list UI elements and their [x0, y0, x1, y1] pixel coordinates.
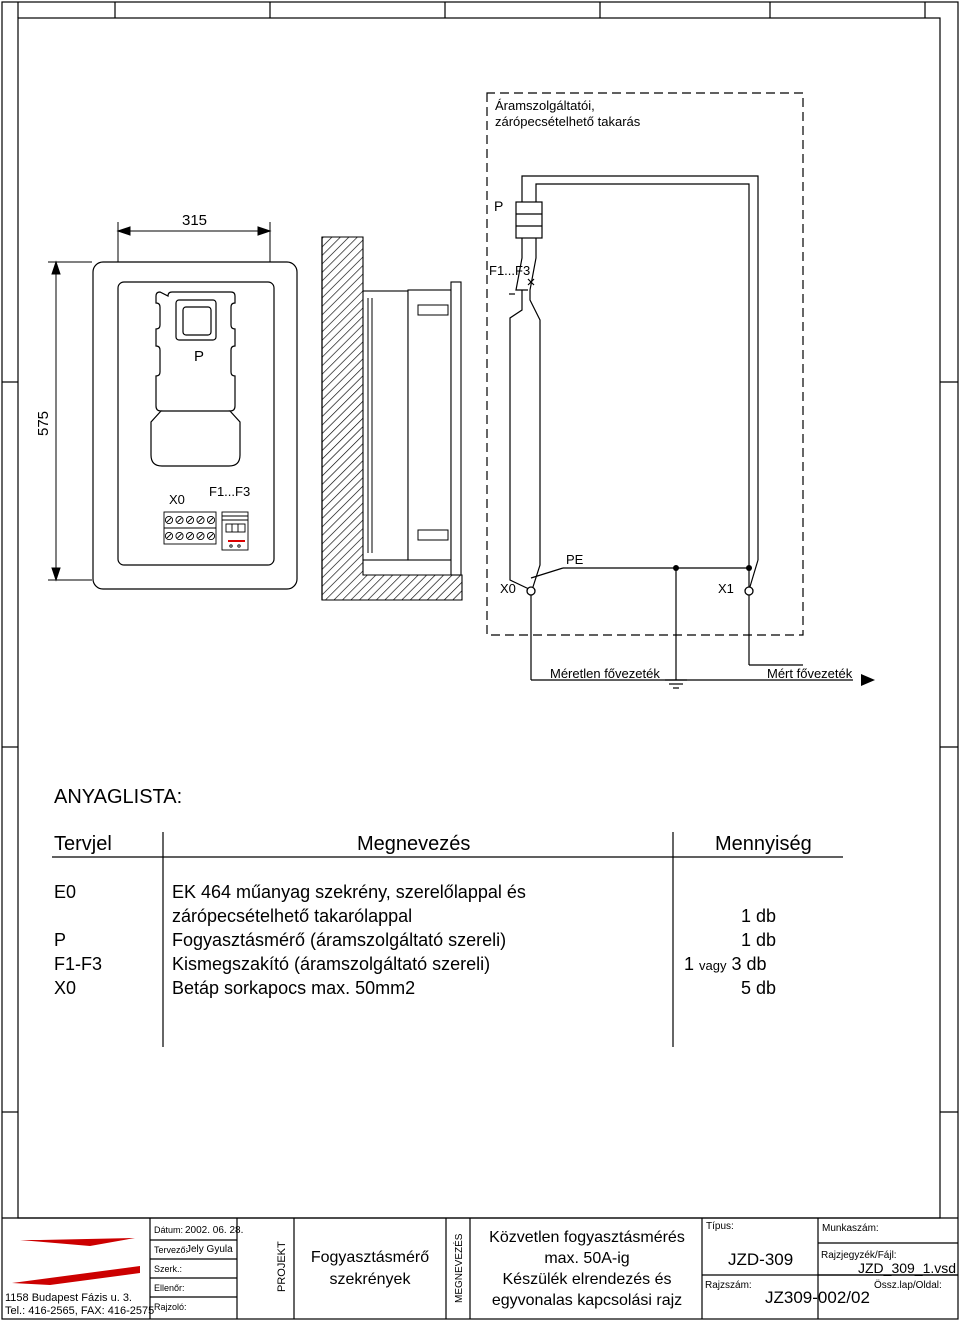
file-label: Rajzjegyzék/Fájl: — [821, 1250, 897, 1261]
terminal-screw-slot — [188, 518, 192, 522]
row-code-5: X0 — [54, 978, 77, 998]
name-line-4: egyvonalas kapcsolási rajz — [491, 1292, 683, 1309]
row-qty-4 — [684, 954, 767, 975]
terminal-screw-slot — [188, 534, 192, 538]
row-code-3: P — [54, 930, 67, 950]
label-x0-schematic: X0 — [500, 581, 516, 596]
terminal-screw-slot — [199, 534, 203, 538]
jet-vill-logo — [0, 1238, 140, 1285]
name-line-1: Közvetlen fogyasztásmérés — [489, 1229, 685, 1246]
sealable-cover-outline — [487, 93, 803, 635]
name-line-3: Készülék elrendezés és — [502, 1271, 672, 1288]
row-name-3: Fogyasztásmérő (áramszolgáltató szereli) — [172, 930, 507, 950]
checker-label: Ellenőr: — [154, 1283, 185, 1293]
terminal-x1-symbol — [745, 587, 753, 595]
name-line-2: max. 50A-ig — [544, 1250, 630, 1267]
cabinet-front-view — [93, 262, 297, 589]
label-metered-line: Mért fővezeték — [767, 666, 853, 681]
sheet-label: Össz.lap/Oldal: — [874, 1280, 942, 1291]
terminal-block-x0 — [164, 512, 216, 544]
row-code-1: E0 — [54, 882, 77, 902]
terminal-screw-slot — [178, 518, 182, 522]
company-phone: Tel.: 416-2565, FAX: 416-2575 — [5, 1305, 155, 1317]
label-pe: PE — [566, 552, 584, 567]
label-unmetered-line: Méretlen fővezeték — [550, 666, 660, 681]
row-code-4: F1-F3 — [54, 954, 103, 974]
metered-line-arrow — [861, 674, 875, 686]
header-quantity: Mennyiség — [715, 833, 812, 855]
name-label: MEGNEVEZÉS — [454, 1233, 465, 1303]
terminal-screw-slot — [167, 518, 171, 522]
terminal-screw-slot — [209, 518, 213, 522]
date-label: Dátum: — [154, 1225, 184, 1235]
schematic-wiring — [509, 176, 853, 688]
label-x0-front: X0 — [169, 492, 185, 507]
material-list-title: ANYAGLISTA: — [54, 786, 183, 808]
drawing-no-label: Rajzszám: — [705, 1280, 752, 1291]
row-qty-5: 5 db — [741, 978, 777, 998]
row-qty-4-pre: 1 — [684, 954, 695, 974]
label-p-front: P — [194, 348, 205, 365]
terminal-screw-slot — [209, 534, 213, 538]
designer-value: Jely Gyula — [186, 1244, 233, 1255]
row-qty-4-post: 3 db — [731, 954, 767, 974]
project-line-1: Fogyasztásmérő — [310, 1249, 430, 1266]
label-f-front: F1...F3 — [209, 484, 251, 499]
cover-note-line-1: Áramszolgáltatói, — [495, 98, 595, 113]
row-qty-4-small: vagy — [699, 958, 727, 973]
row-name-1: EK 464 műanyag szekrény, szerelőlappal és — [172, 882, 526, 902]
job-label: Munkaszám: — [822, 1223, 879, 1234]
header-name: Megnevezés — [357, 833, 471, 855]
label-x1: X1 — [718, 581, 734, 596]
date-value: 2002. 06. 28. — [185, 1225, 244, 1236]
cover-note-line-2: zárópecsételhető takarás — [495, 114, 641, 129]
junction-dot-pe-right — [746, 565, 752, 571]
type-label: Típus: — [706, 1221, 734, 1232]
row-qty-3: 1 db — [741, 930, 777, 950]
label-p-schematic: P — [494, 198, 504, 214]
file-value: JZD_309_1.vsd — [858, 1260, 957, 1276]
height-dimension — [48, 262, 92, 580]
label-f-schematic: F1...F3 — [489, 263, 531, 278]
editor-label: Szerk.: — [154, 1264, 183, 1274]
row-qty-2: 1 db — [741, 906, 777, 926]
sheet-frame — [2, 2, 958, 1319]
row-name-5: Betáp sorkapocs max. 50mm2 — [172, 978, 416, 998]
project-line-2: szekrények — [329, 1271, 411, 1288]
height-dimension-label: 575 — [35, 410, 52, 436]
company-address: 1158 Budapest Fázis u. 3. — [5, 1292, 132, 1304]
row-name-4: Kismegszakító (áramszolgáltató szereli) — [172, 954, 491, 974]
junction-dot-pe-left — [673, 565, 679, 571]
terminal-screw-slot — [178, 534, 182, 538]
terminal-screw-slot — [199, 518, 203, 522]
terminal-screw-slot — [167, 534, 171, 538]
drawing-no-value: JZ309-002/02 — [765, 1288, 870, 1307]
circuit-breaker-f1-f3 — [222, 512, 248, 550]
project-label: PROJEKT — [276, 1241, 288, 1292]
drawer-label: Rajzoló: — [154, 1302, 187, 1312]
width-dimension-label: 315 — [182, 212, 208, 229]
designer-label: Tervező: — [154, 1245, 189, 1255]
type-value: JZD-309 — [728, 1250, 794, 1269]
terminal-x0-symbol — [527, 587, 535, 595]
header-code: Tervjel — [54, 833, 112, 855]
cabinet-side-section — [322, 237, 462, 600]
row-name-2: zárópecsételhető takarólappal — [172, 906, 413, 926]
